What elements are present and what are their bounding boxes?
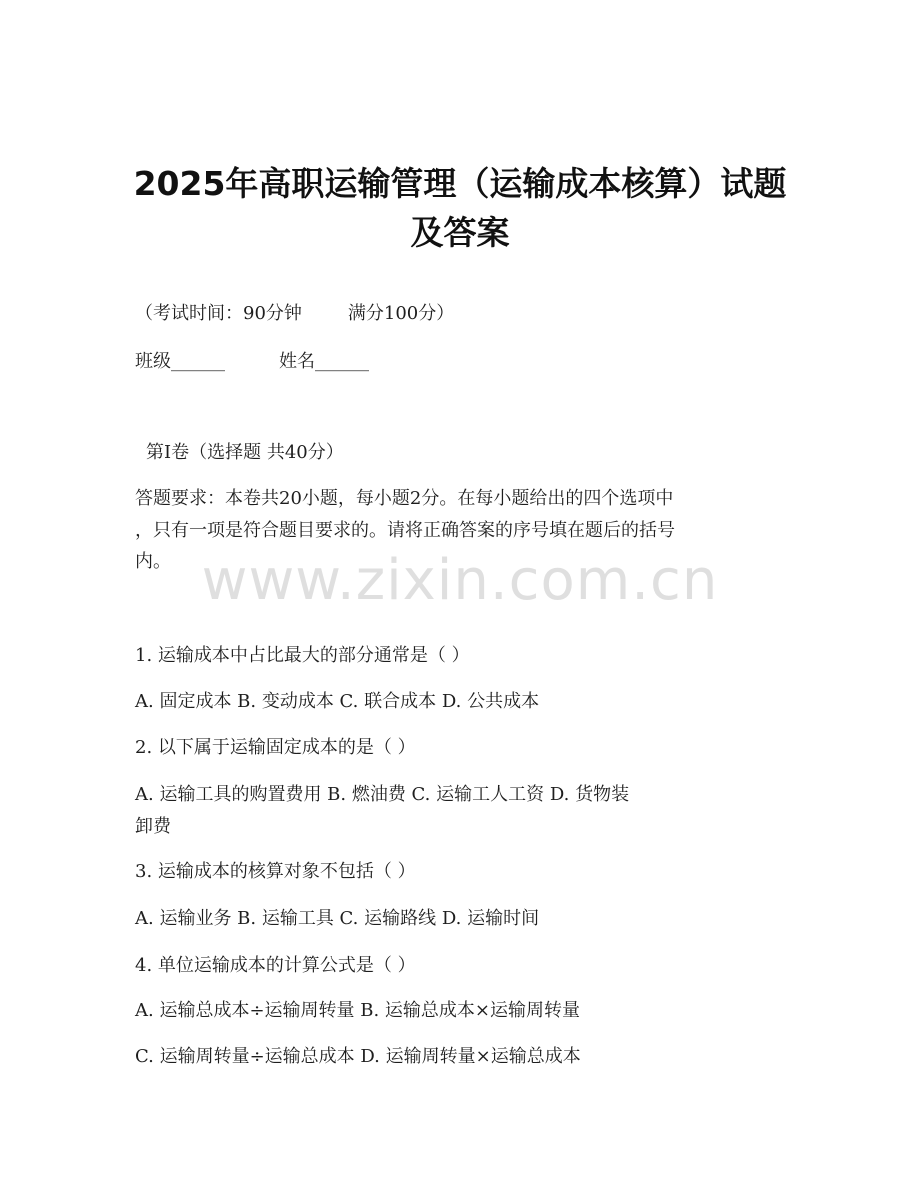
document-title-continued: 及答案 — [410, 213, 510, 252]
watermark: www.zixin.com.cn — [201, 548, 719, 613]
student-fields — [135, 349, 369, 375]
exam-time: （考试时间：90分钟 — [135, 303, 302, 324]
question-options: A. 固定成本 B. 变动成本 C. 联合成本 D. 公共成本 — [135, 691, 540, 712]
question-options: 卸费 — [135, 816, 171, 837]
instructions-line: 答题要求：本卷共20小题，每小题2分。在每小题给出的四个选项中 — [135, 488, 674, 509]
question-stem: 4. 单位运输成本的计算公式是（ ） — [135, 955, 416, 976]
section-heading: 第Ⅰ卷（选择题 共40分） — [146, 442, 344, 463]
class-field: 班级______ — [135, 351, 225, 372]
question-options: A. 运输业务 B. 运输工具 C. 运输路线 D. 运输时间 — [135, 908, 540, 929]
exam-info — [135, 301, 454, 327]
instructions-line: 内。 — [135, 551, 171, 572]
question-stem: 2. 以下属于运输固定成本的是（ ） — [135, 737, 416, 758]
question-options: A. 运输工具的购置费用 B. 燃油费 C. 运输工人工资 D. 货物装 — [135, 784, 630, 805]
question-options: C. 运输周转量÷运输总成本 D. 运输周转量×运输总成本 — [135, 1046, 581, 1067]
name-field: 姓名______ — [279, 351, 369, 372]
document-title: 2025年高职运输管理（运输成本核算）试题 — [133, 164, 787, 203]
question-options: A. 运输总成本÷运输周转量 B. 运输总成本×运输周转量 — [135, 1000, 580, 1021]
question-stem: 3. 运输成本的核算对象不包括（ ） — [135, 861, 416, 882]
question-stem: 1. 运输成本中占比最大的部分通常是（ ） — [135, 645, 470, 666]
instructions-line: ，只有一项是符合题目要求的。请将正确答案的序号填在题后的括号 — [135, 520, 675, 541]
exam-score: 满分100分） — [347, 303, 455, 324]
